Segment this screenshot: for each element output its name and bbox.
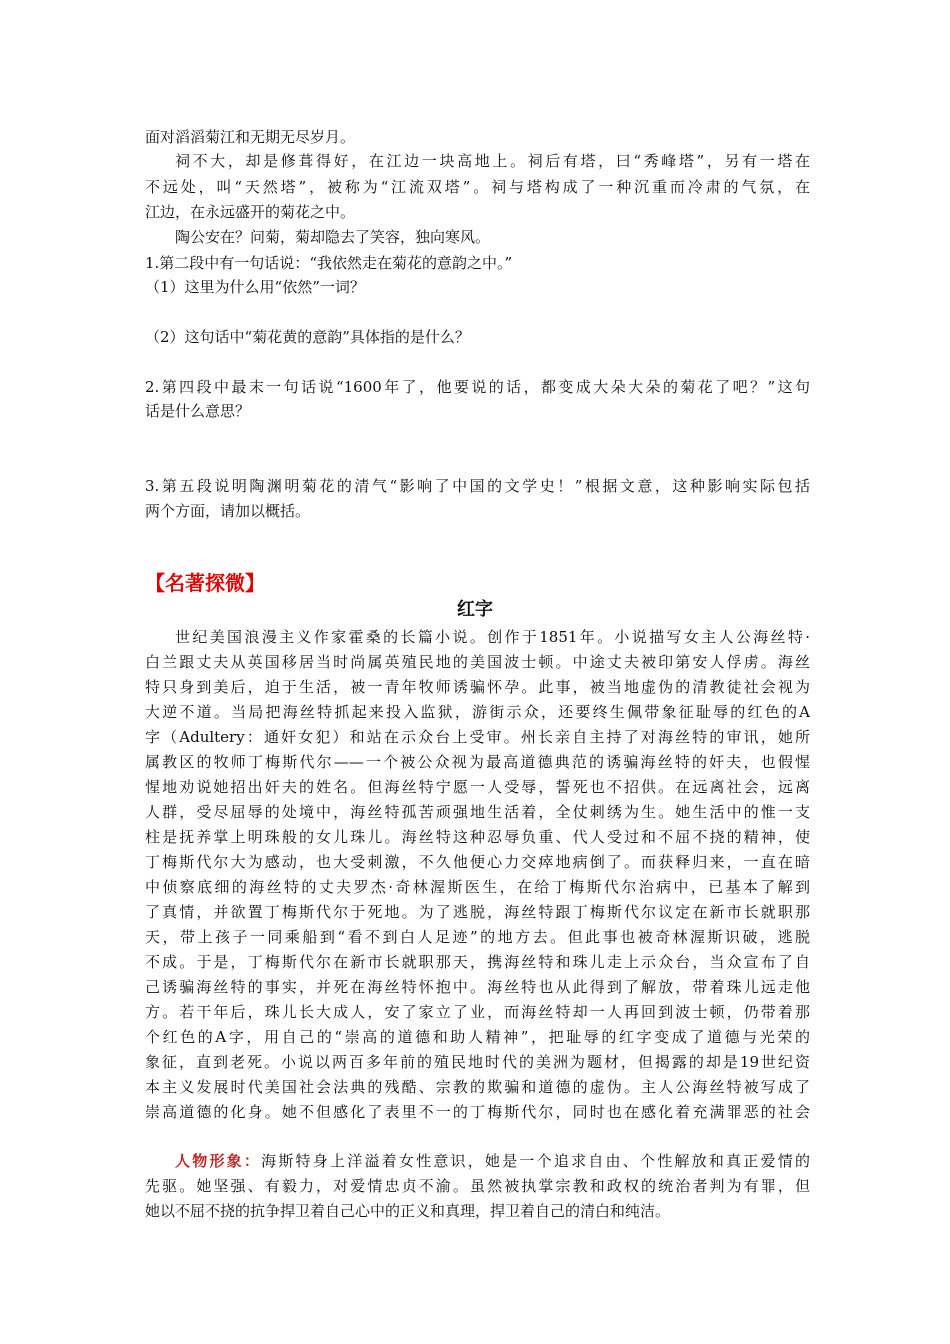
summary-line: 不成。于是，丁梅斯代尔在新市长就职那天，携海丝特和珠儿走上示众台，当众宣布了自 [145,953,810,971]
passage-line: 面对滔滔菊江和无期无尽岁月。 [145,128,356,146]
character-line: 她以不屈不挠的抗争捍卫着自己心中的正义和真理，捍卫着自己的清白和纯洁。 [145,1202,671,1220]
question-1-part-2: （2）这句话中“菊花黄的意韵”具体指的是什么？ [145,328,470,346]
question-2-line: 话是什么意思？ [145,402,251,420]
summary-line: 字（Adultery：通奸女犯）和站在示众台上受审。州长亲自主持了对海丝特的审讯，她所 [145,728,810,746]
summary-line: 了真情，并欲置丁梅斯代尔于死地。为了逃脱，海丝特跟丁梅斯代尔议定在新市长就职那 [145,903,810,921]
summary-line: 象征，直到老死。小说以两百多年前的殖民地时代的美洲为题材，但揭露的却是19世纪资 [145,1053,810,1071]
summary-line: 方。若干年后，珠儿长大成人，安了家立了业，而海丝特却一人再回到波士顿，仍带着那 [145,1003,810,1021]
section-heading: 【名著探微】 [145,571,265,595]
summary-line: 中侦察底细的海丝特的丈夫罗杰·奇林渥斯医生，在给丁梅斯代尔治病中，已基本了解到 [145,878,810,896]
passage-line: 陶公安在？问菊，菊却隐去了笑容，独向寒风。 [175,228,491,246]
summary-line: 崇高道德的化身。她不但感化了表里不一的丁梅斯代尔，同时也在感化着充满罪恶的社会 [145,1103,810,1121]
character-line [145,1150,810,1172]
character-line: 先驱。她坚强、有毅力，对爱情忠贞不渝。虽然被执掌宗教和政权的统治者判为有罪，但 [145,1177,810,1195]
summary-line: 人群，受尽屈辱的处境中，海丝特孤苦顽强地生活着，全仗刺绣为生。她生活中的惟一支 [145,803,810,821]
book-title: 红字 [457,599,493,620]
passage-line: 不远处，叫“天然塔”，被称为“江流双塔”。祠与塔构成了一种沉重而冷肃的气氛，在 [145,178,810,196]
passage-line: 祠不大，却是修葺得好，在江边一块高地上。祠后有塔，曰“秀峰塔”，另有一塔在 [175,152,810,170]
summary-line: 世纪美国浪漫主义作家霍桑的长篇小说。创作于1851年。小说描写女主人公海丝特· [175,628,810,646]
summary-line: 白兰跟丈夫从英国移居当时尚属英殖民地的美国波士顿。中途丈夫被印第安人俘虏。海丝 [145,653,810,671]
character-label: 人物形象： [175,1152,262,1170]
summary-line: 个红色的A字，用自己的“崇高的道德和助人精神”，把耻辱的红字变成了道德与光荣的 [145,1028,810,1046]
summary-line: 属教区的牧师丁梅斯代尔——一个被公众视为最高道德典范的诱骗海丝特的奸夫，也假惺 [145,753,810,771]
passage-line: 江边，在永远盛开的菊花之中。 [145,203,356,221]
question-3-line: 两个方面，请加以概括。 [145,502,311,520]
question-2-line: 2.第四段中最末一句话说“1600年了，他要说的话，都变成大朵大朵的菊花了吧？”这句 [145,378,810,396]
summary-line: 惺地劝说她招出奸夫的姓名。但海丝特宁愿一人受辱，誓死也不招供。在远离社会，远离 [145,778,810,796]
character-text: 海斯特身上洋溢着女性意识，她是一个追求自由、个性解放和真正爱情的 [261,1152,810,1170]
summary-line: 大逆不道。当局把海丝特抓起来投入监狱，游街示众，还要终生佩带象征耻辱的红色的A [145,703,810,721]
summary-line: 己诱骗海丝特的事实，并死在海丝特怀抱中。海丝特也从此得到了解放，带着珠儿远走他 [145,978,810,996]
summary-line: 柱是抚养掌上明珠般的女儿珠儿。海丝特这种忍辱负重、代人受过和不屈不挠的精神，使 [145,828,810,846]
summary-line: 丁梅斯代尔大为感动，也大受刺激，不久他便心力交瘁地病倒了。而获释归来，一直在暗 [145,853,810,871]
question-1: 1.第二段中有一句话说：“我依然走在菊花的意韵之中。” [145,254,513,272]
summary-line: 天，带上孩子一同乘船到“看不到白人足迹”的地方去。但此事也被奇林渥斯识破，逃脱 [145,928,810,946]
question-3-line: 3.第五段说明陶渊明菊花的清气“影响了中国的文学史！”根据文意，这种影响实际包括 [145,477,810,495]
summary-line: 特只身到美后，迫于生活，被一青年牧师诱骗怀孕。此事，被当地虚伪的清教徒社会视为 [145,678,810,696]
question-1-part-1: （1）这里为什么用“依然”一词？ [145,278,365,296]
summary-line: 本主义发展时代美国社会法典的残酷、宗教的欺骗和道德的虚伪。主人公海丝特被写成了 [145,1078,810,1096]
